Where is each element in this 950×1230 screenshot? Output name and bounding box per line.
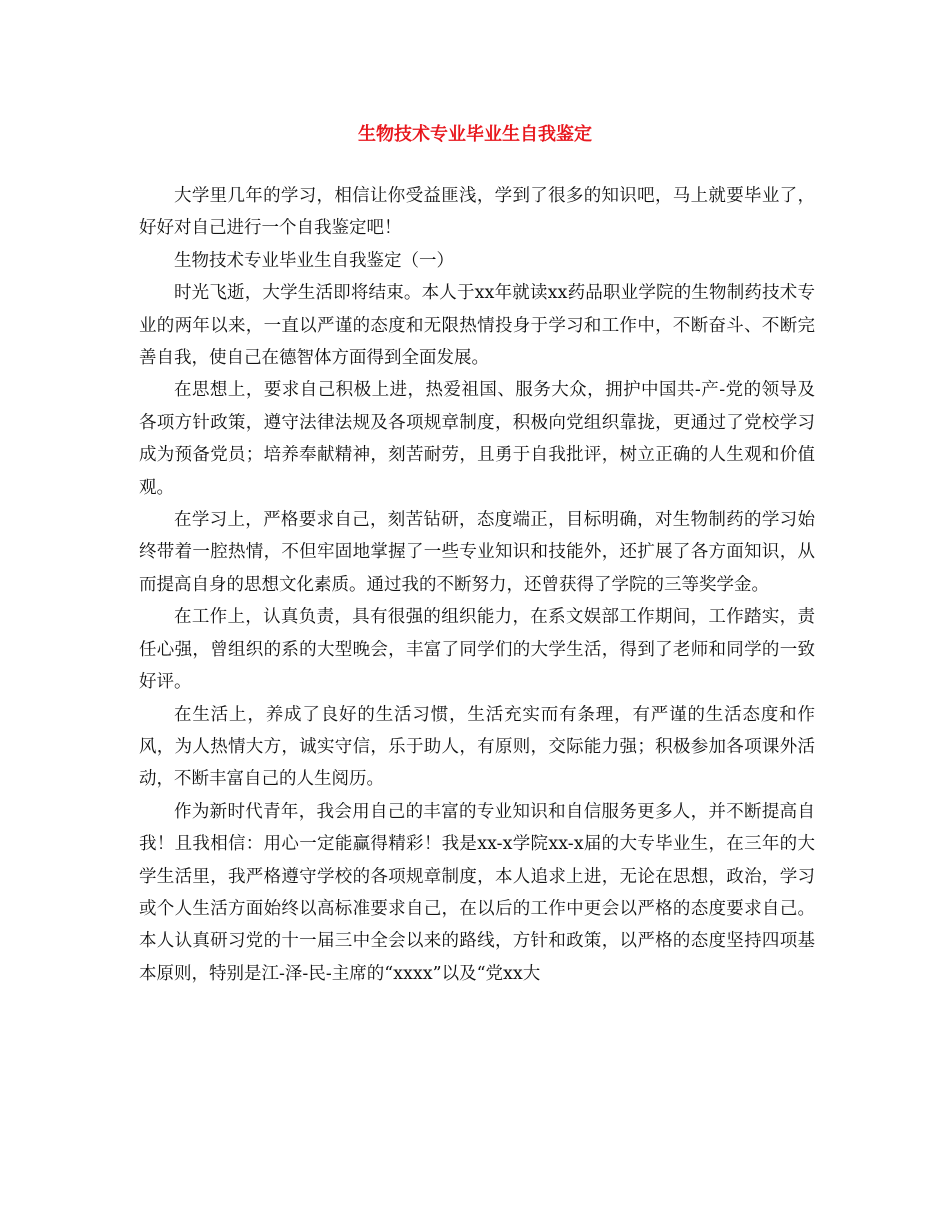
paragraph-section-heading: 生物技术专业毕业生自我鉴定（一）: [174, 250, 454, 271]
paragraph-life: 在生活上，养成了良好的生活习惯，生活充实而有条理，有严谨的生活态度和作风，为人热情大方，诚实守信，乐于助人，有原则，交际能力强；积极参加各项课外活动，不断丰富自己的人生阅历。: [139, 704, 815, 790]
paragraph-time-flies: 时光飞逝，大学生活即将结束。本人于xx年就读xx药品职业学院的生物制药技术专业的两年以来，一直以严谨的态度和无限热情投身于学习和工作中，不断奋斗、不断完善自我，使自己在德智体方面得到全面发展。: [139, 283, 815, 369]
paragraph-study: 在学习上，严格要求自己，刻苦钻研，态度端正，目标明确，对生物制药的学习始终带着一腔热情，不但牢固地掌握了一些专业知识和技能外，还扩展了各方面知识，从而提高自身的思想文化素质。通过我的不断努力，还曾获得了学院的三等奖学金。: [139, 510, 815, 595]
document-body: [139, 180, 815, 990]
paragraph-work: 在工作上，认真负责，具有很强的组织能力，在系文娱部工作期间，工作踏实，责任心强，曾组织的系的大型晚会，丰富了同学们的大学生活，得到了老师和同学的一致好评。: [139, 607, 815, 693]
paragraph-new-era: 作为新时代青年，我会用自己的丰富的专业知识和自信服务更多人，并不断提高自我！且我相信：用心一定能赢得精彩！我是xx-x学院xx-x届的大专毕业生，在三年的大学生活里，我严格遵守学校的各项规章制度，本人追求上进，无论在思想，政治，学习或个人生活方面始终以高标准要求自己，在以后的工作中更会以严格的态度要求自己。本人认真研习党的十一届三中全会以来的路线，方针和政策，以严格的态度坚持四项基本原则，特别是江-泽-民-主席的“xxxx”以及“党xx大: [139, 801, 815, 984]
paragraph-ideology: 在思想上，要求自己积极上进，热爱祖国、服务大众，拥护中国共-产-党的领导及各项方针政策，遵守法律法规及各项规章制度，积极向党组织靠拢，更通过了党校学习成为预备党员；培养奉献精神，刻苦耐劳，且勇于自我批评，树立正确的人生观和价值观。: [139, 380, 815, 498]
document-title: 生物技术专业毕业生自我鉴定: [358, 124, 592, 145]
paragraph-intro: 大学里几年的学习，相信让你受益匪浅，学到了很多的知识吧，马上就要毕业了，好好对自己进行一个自我鉴定吧！: [139, 186, 815, 239]
